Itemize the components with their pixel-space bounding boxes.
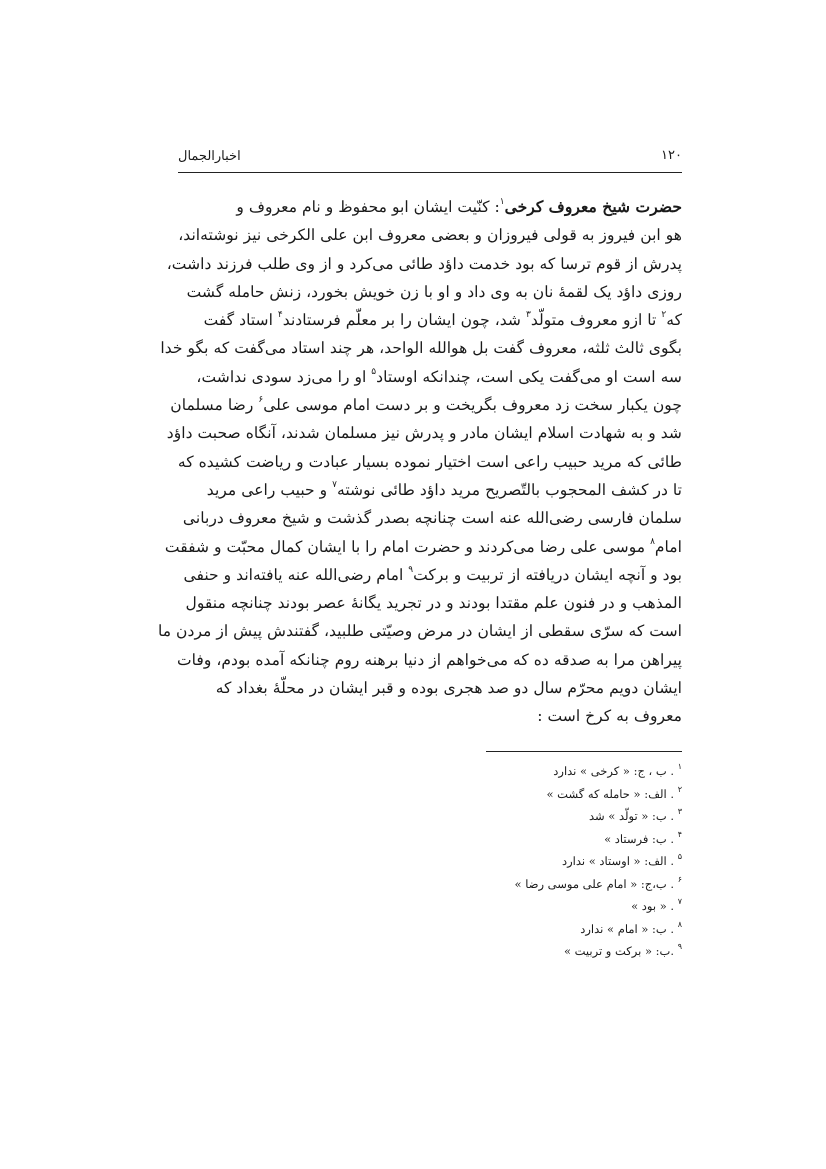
footnote-marker: ۱ bbox=[499, 197, 505, 207]
footnote-marker: ۲ bbox=[661, 310, 667, 321]
footnote-item bbox=[400, 940, 682, 963]
text-segment: پیراهن مرا به صدقه ده که می‌خواهم از دنیا برهنه روم چنانکه آمده بودم، وفات bbox=[176, 650, 682, 669]
text-line bbox=[178, 702, 682, 730]
footnote-marker: ۷ bbox=[332, 479, 337, 490]
text-segment: و حبیب راعی مرید bbox=[206, 480, 333, 499]
text-line bbox=[178, 278, 682, 306]
text-line bbox=[170, 391, 682, 419]
footnote-text: . ب ، ج: « کرخی » ندارد bbox=[553, 764, 678, 778]
text-line bbox=[166, 419, 682, 447]
text-segment: هو ابن فیروز به قولی فیروزان و بعضی معروف ابن علی الکرخی نیز نوشته‌اند، bbox=[178, 226, 682, 245]
text-segment: تا در کشف المحجوب بالتّصریح مرید داؤد طائی نوشته bbox=[336, 480, 682, 499]
text-line bbox=[178, 476, 682, 504]
footnote-text: . ب: « تولّد » شد bbox=[588, 809, 678, 823]
body-text bbox=[157, 193, 682, 731]
text-line bbox=[166, 250, 682, 278]
text-line bbox=[160, 334, 682, 362]
text-line bbox=[178, 504, 682, 532]
footnote-number: ۸ bbox=[677, 919, 682, 929]
text-segment: چون یکبار سخت زد معروف بگریخت و بر دست امام موسی علی bbox=[263, 396, 682, 415]
text-line bbox=[178, 589, 682, 617]
footnote-item bbox=[400, 805, 682, 828]
text-line bbox=[178, 306, 682, 334]
text-segment: است که سرّی سقطی از ایشان در مرض وصیّتی طلبید، گفتندش پیش از مردن ما bbox=[157, 622, 682, 641]
running-title: اخبارالجمال bbox=[178, 149, 241, 164]
text-line bbox=[178, 561, 682, 589]
page-number: ۱۲۰ bbox=[661, 148, 682, 163]
footnote-number: ۱ bbox=[677, 762, 682, 771]
footnote-text: . « بود » bbox=[631, 899, 678, 913]
text-segment: او را می‌زد سودی نداشت، bbox=[196, 367, 372, 386]
text-segment: روزی داؤد یک لقمهٔ نان به وی داد و او با زن خویش بخورد، زنش حامله گشت bbox=[186, 282, 682, 301]
footnote-number: ۴ bbox=[677, 829, 682, 839]
text-line bbox=[178, 646, 682, 674]
footnote-text: . ب: فرستاد » bbox=[604, 831, 678, 846]
footnote-number: ۶ bbox=[677, 874, 682, 884]
text-segment: معروف به کرخ است : bbox=[537, 707, 682, 726]
footnote-text: .ب: « برکت و تربیت » bbox=[563, 944, 678, 958]
footnote-divider bbox=[486, 751, 682, 752]
text-line bbox=[178, 674, 682, 702]
footnote-text: . الف: « حامله که گشت » bbox=[546, 786, 678, 801]
text-line bbox=[178, 193, 682, 221]
footnote-marker: ۳ bbox=[525, 310, 531, 321]
text-segment: سلمان فارسی رضی‌الله عنه است چنانچه بصدر گذشت و شیخ معروف دربانی bbox=[182, 509, 682, 528]
text-segment: : کنّیت ایشان ابو محفوظ و نام معروف و bbox=[236, 198, 500, 216]
text-line bbox=[178, 448, 682, 476]
footnotes bbox=[400, 760, 682, 963]
footnote-text: . الف: « اوستاد » ندارد bbox=[561, 854, 678, 868]
text-segment: سه است او می‌گفت یکی است، چندانکه اوستاد bbox=[376, 367, 682, 386]
text-line bbox=[178, 363, 682, 391]
footnote-marker: ۹ bbox=[408, 564, 414, 575]
text-segment: استاد گفت bbox=[203, 311, 278, 330]
text-segment: ایشان دویم محرّم سال دو صد هجری بوده و قبر ایشان در محلّهٔ بغداد که bbox=[215, 679, 682, 698]
footnote-item bbox=[400, 850, 682, 873]
text-line bbox=[178, 221, 682, 249]
text-segment: طائی که مرید حبیب راعی است اختیار نموده بسیار عبادت و ریاضت کشیده که bbox=[177, 452, 682, 471]
text-segment: امام bbox=[654, 537, 682, 556]
footnote-number: ۷ bbox=[677, 897, 682, 906]
footnote-item bbox=[400, 873, 682, 896]
footnote-marker: ۸ bbox=[650, 536, 655, 547]
text-segment: پدرش از قوم ترسا که بود خدمت داؤد طائی می‌کرد و از وی طلب فرزند داشت، bbox=[166, 254, 682, 273]
footnote-marker: ۶ bbox=[258, 395, 264, 406]
footnote-item bbox=[400, 918, 682, 941]
text-segment: بگوی ثالث ثلثه، معروف گفت بل هوالله الواحد، هر چند استاد می‌گفت که بگو خدا bbox=[160, 339, 682, 358]
footnote-item bbox=[400, 895, 682, 918]
running-header bbox=[178, 146, 682, 173]
text-segment: شد و به شهادت اسلام ایشان مادر و پدرش نیز مسلمان شدند، آنگاه صحبت داؤد bbox=[166, 424, 682, 443]
footnote-item bbox=[400, 828, 682, 851]
footnote-text: . ب،ج: « امام علی موسی رضا » bbox=[514, 876, 678, 891]
footnote-number: ۲ bbox=[677, 784, 682, 794]
text-segment: امام رضی‌الله عنه یافته‌اند و حنفی bbox=[183, 565, 409, 584]
text-segment: رضا مسلمان bbox=[170, 396, 259, 415]
text-segment: موسی علی رضا می‌کردند و حضرت امام را با ایشان کمال محبّت و شفقت bbox=[164, 537, 651, 556]
footnote-marker: ۵ bbox=[371, 366, 377, 377]
footnote-number: ۳ bbox=[677, 807, 682, 816]
text-line bbox=[164, 533, 682, 561]
footnote-marker: ۴ bbox=[277, 310, 283, 321]
footnote-number: ۵ bbox=[677, 852, 682, 861]
footnote-item bbox=[400, 760, 682, 783]
text-segment: المذهب و در فنون علم مقتدا بودند و در تجرید یگانهٔ عصر بودند چنانچه منقول bbox=[185, 594, 682, 613]
footnote-item bbox=[400, 783, 682, 806]
text-segment: که bbox=[666, 311, 682, 330]
text-segment: شد، چون ایشان را بر معلّم فرستادند bbox=[282, 311, 526, 330]
footnote-text: . ب: « امام » ندارد bbox=[580, 921, 678, 936]
text-line bbox=[157, 617, 682, 645]
text-segment: بود و آنچه ایشان دریافته از تربیت و برکت bbox=[413, 565, 682, 584]
footnote-number: ۹ bbox=[677, 942, 682, 951]
section-heading: حضرت شیخ معروف کرخی bbox=[504, 197, 682, 216]
text-segment: تا ازو معروف متولّد bbox=[530, 311, 662, 330]
